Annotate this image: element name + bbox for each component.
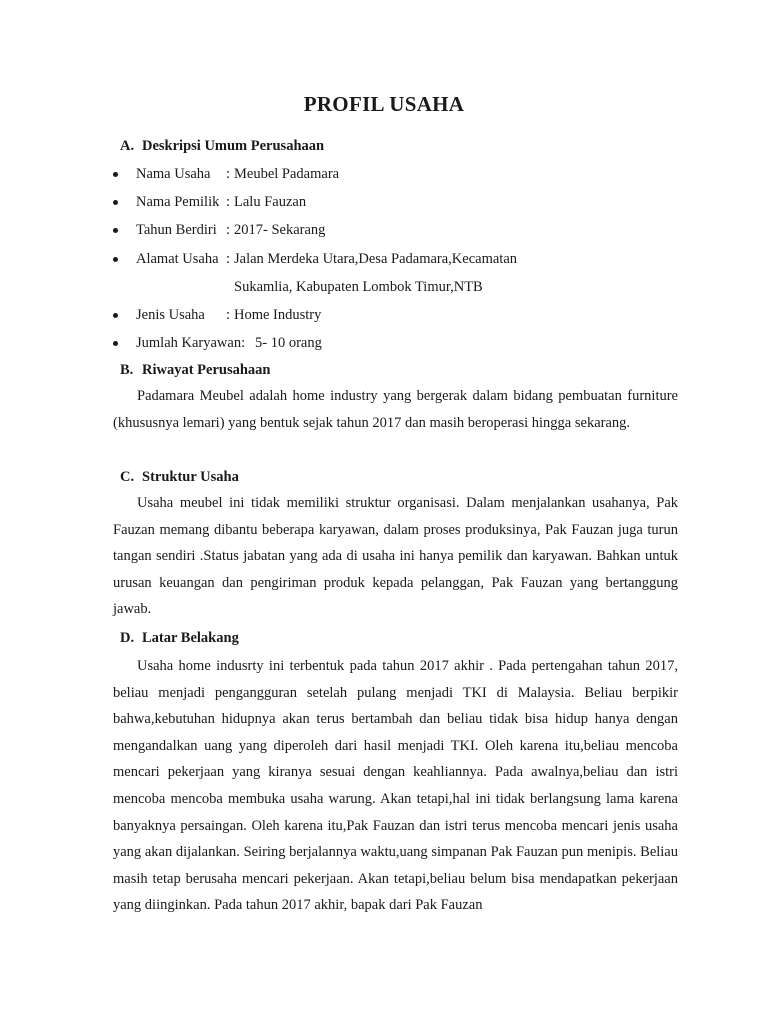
section-b-letter: B. [120,362,134,378]
section-d-paragraph: Usaha home indusrty ini terbentuk pada tahun 2017 akhir . Pada pertengahan tahun 2017, beliau menjadi pengangguran setelah pulang menjadi TKI di Malaysia. Beliau berpikir bahwa,kebutuhan hidupnya akan terus bertambah dan beliau tidak bisa hidup hanya dengan mengandalkan uang yang diperoleh dari hasil menjadi TKI. Oleh karena itu,beliau mencoba mencari pekerjaan yang kiranya sesuai dengan keahliannya. Pada awalnya,beliau dan istri mencoba mencoba membuka usaha warung. Akan tetapi,hal ini tidak berlangsung lama karena banyaknya persaingan. Oleh karena itu,Pak Fauzan dan istri terus mencoba mencari jenis usaha yang akan dijalankan. Seiring berjalannya waktu,uang simpanan Pak Fauzan pun menipis. Beliau masih tetap berusaha mencari pekerjaan. Akan tetapi,beliau belum bisa mendapatkan pekerjaan yang diinginkan. Pada tahun 2017 akhir, bapak dari Pak Fauzan [113,658,678,914]
section-a-letter: A. [120,138,135,154]
bullet-icon [113,228,118,233]
section-c-title: Struktur Usaha [142,469,239,485]
bullet-icon [113,313,118,318]
item-value-continuation: Sukamlia, Kabupaten Lombok Timur,NTB [234,279,483,295]
section-c-paragraph: Usaha meubel ini tidak memiliki struktur organisasi. Dalam menjalankan usahanya, Pak Fauzan memang dibantu beberapa karyawan, dalam proses produksinya, Pak Fauzan juga turun tangan sendiri .Status jabatan yang ada di usaha ini hanya pemilik dan karyawan. Bahkan untuk urusan keuangan dan pengiriman produk kepada pelanggan, Pak Fauzan yang bertanggung jawab. [113,495,678,618]
item-value: Home Industry [234,307,322,323]
section-b-paragraph: Padamara Meubel adalah home industry yang bergerak dalam bidang pembuatan furniture (khususnya lemari) yang bentuk sejak tahun 2017 dan masih beroperasi hingga sekarang. [113,388,678,431]
item-label: Nama Usaha [136,166,211,182]
page-title: PROFIL USAHA [303,92,465,116]
section-d-title: Latar Belakang [142,630,239,646]
section-b-title: Riwayat Perusahaan [142,362,271,378]
section-c-heading [120,469,239,486]
bullet-icon [113,200,118,205]
item-label: Jenis Usaha [136,307,205,323]
item-value: Jalan Merdeka Utara,Desa Padamara,Kecamatan [234,251,518,267]
item-value: Meubel Padamara [234,166,340,182]
item-separator: : [226,194,231,210]
section-a-title: Deskripsi Umum Perusahaan [142,138,325,154]
section-a-heading [120,138,324,155]
item-separator: : [226,307,231,323]
section-c-letter: C. [120,469,135,485]
bullet-icon [113,257,118,262]
item-separator: : [226,222,231,238]
item-label: Tahun Berdiri [136,222,217,238]
bullet-icon [113,341,118,346]
section-b-heading [120,362,271,379]
item-value: 5- 10 orang [255,335,322,351]
item-separator: : [226,166,231,182]
bullet-icon [113,172,118,177]
section-d-heading [120,630,239,647]
item-separator: : [226,251,231,267]
item-label: Jumlah Karyawan: [136,335,246,351]
section-d-letter: D. [120,630,135,646]
item-value: Lalu Fauzan [234,194,307,210]
item-label: Nama Pemilik [136,194,220,210]
item-label: Alamat Usaha [136,251,219,267]
item-value: 2017- Sekarang [234,222,326,238]
